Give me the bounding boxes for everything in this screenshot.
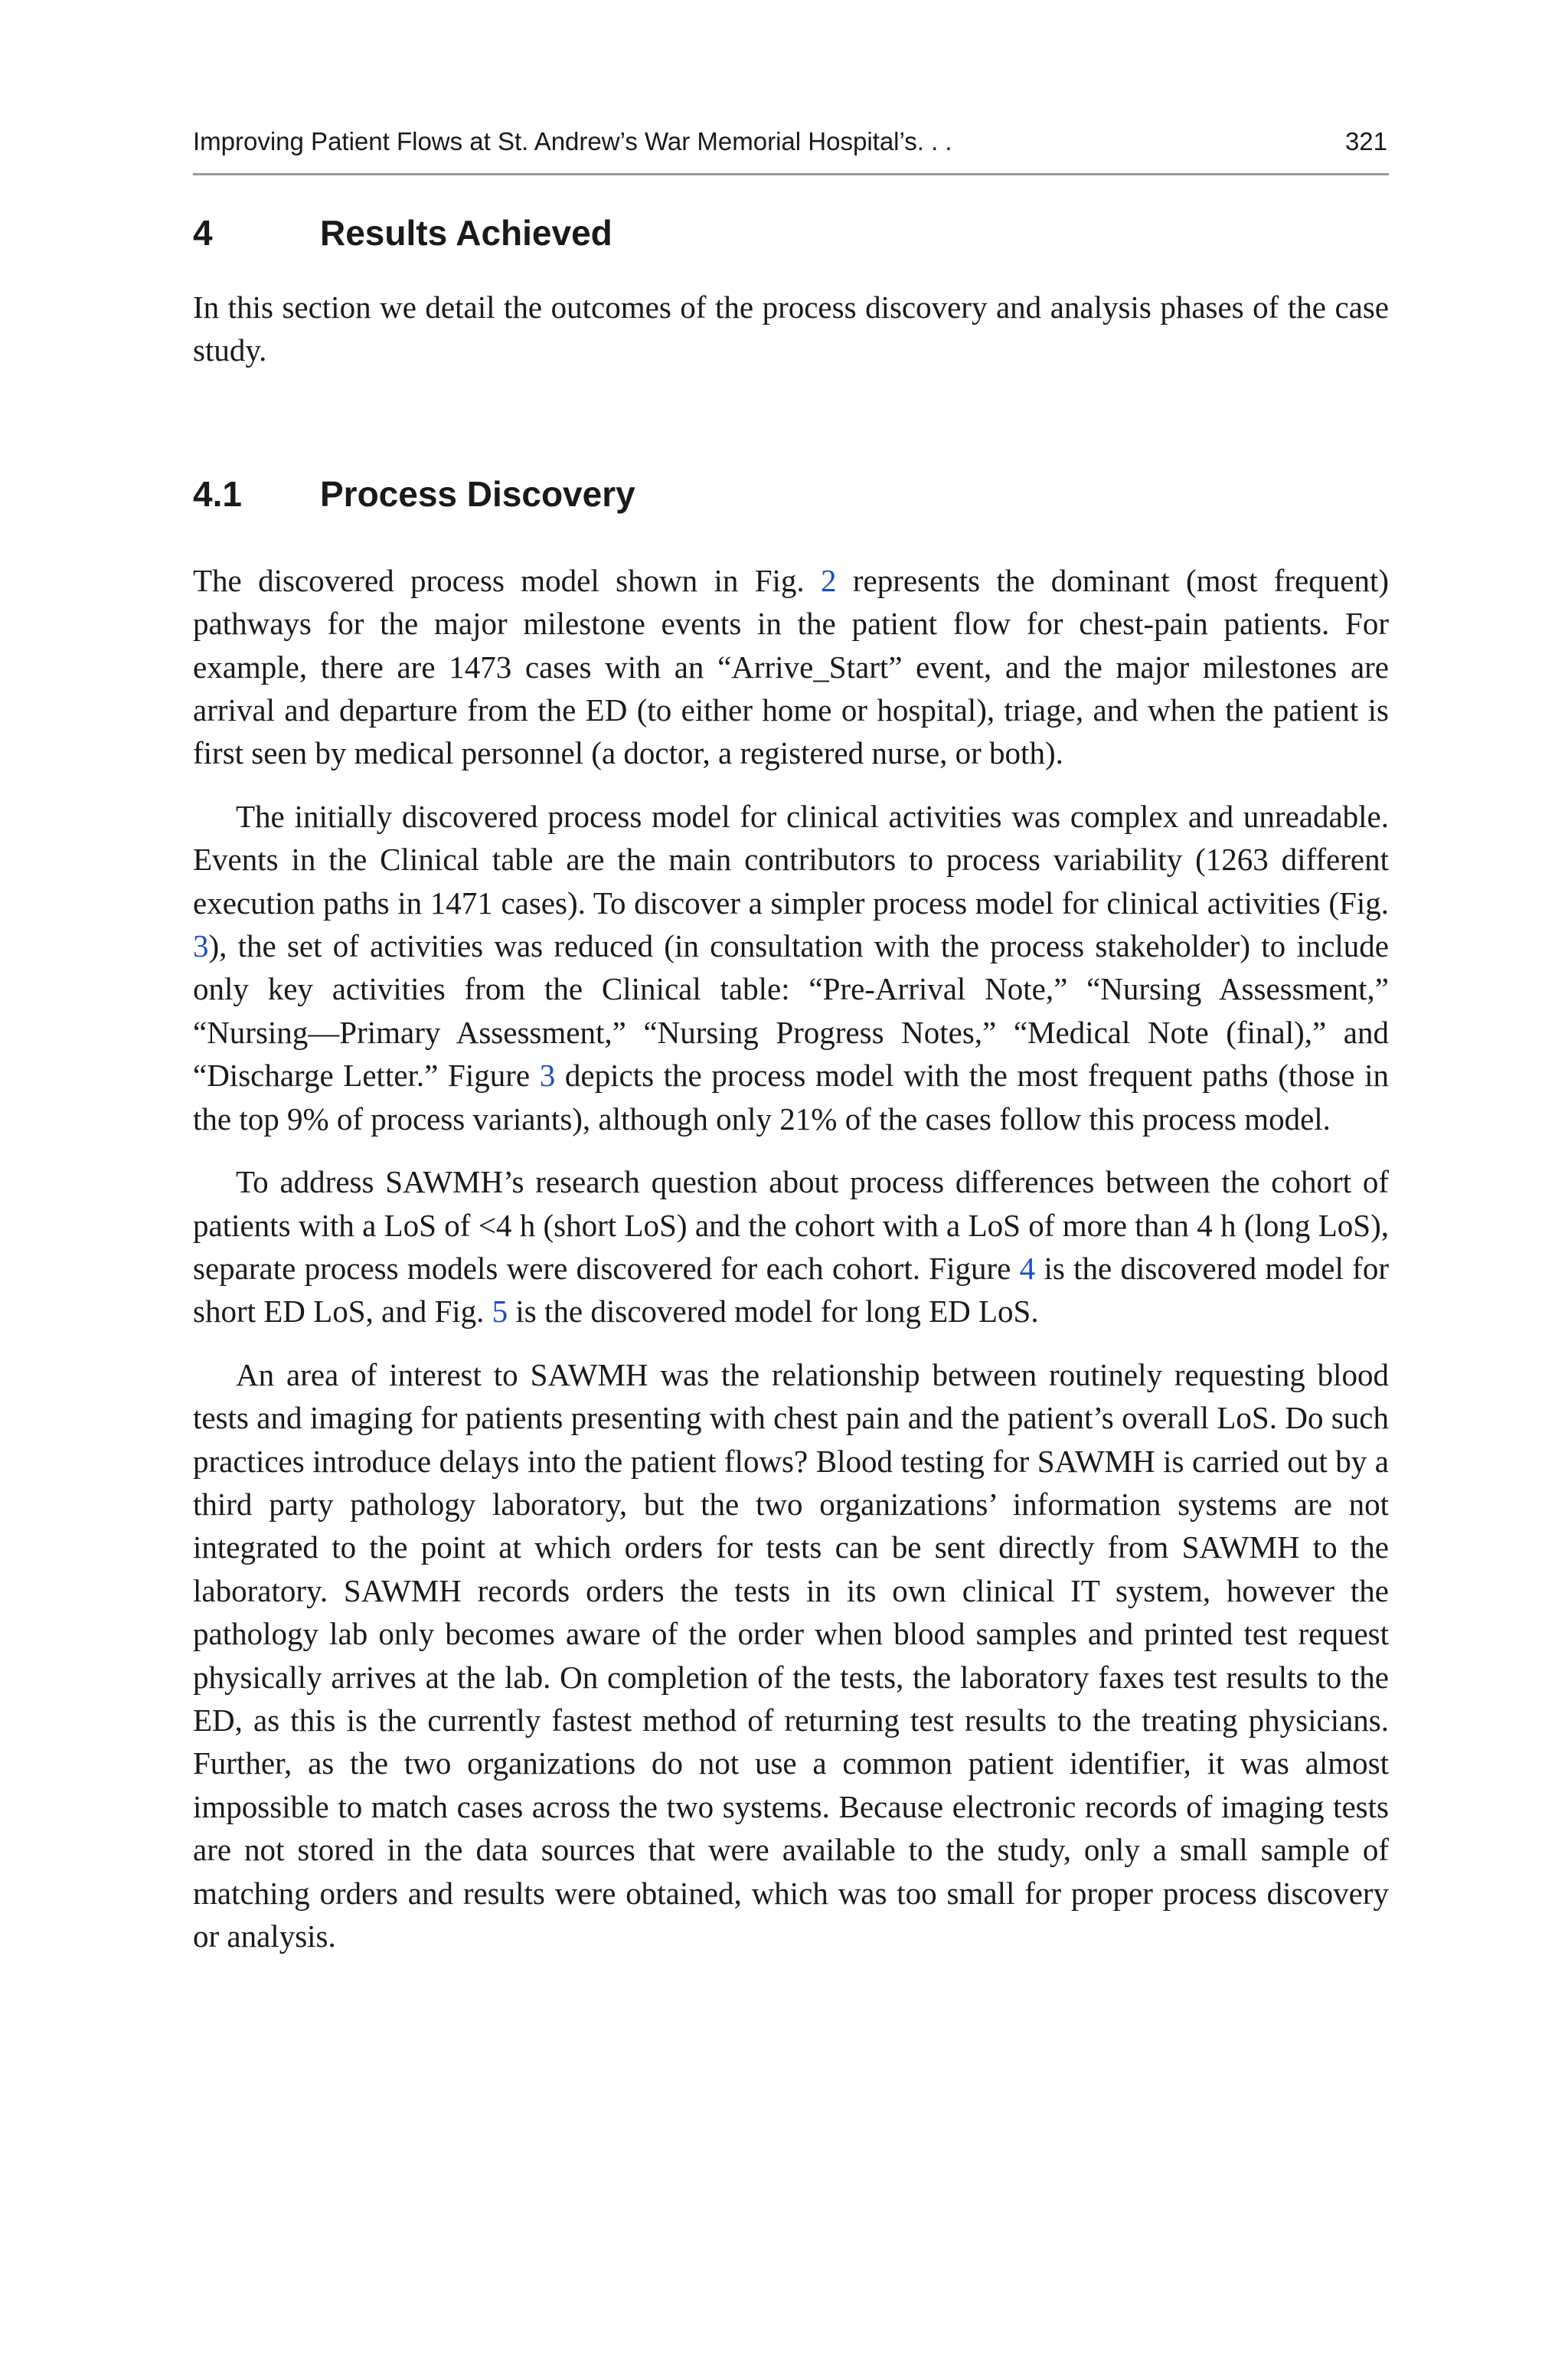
page (193, 115, 1389, 1958)
paragraph-3-part-c: is the discovered model for long ED LoS. (508, 1294, 1039, 1330)
figure-4-link[interactable]: 4 (1019, 1250, 1036, 1286)
paragraph-1-part-b: represents the dominant (most frequent) pathways for the major milestone events in the patient flow for chest-pain patients. For example, there are 1473 cases with an “Arrive_Start” event, and the major milestones are arrival and departure from the ED (to either home or hospital), triage, and when the patient is first seen by medical personnel (a doctor, a registered nurse, or both). (193, 562, 1389, 771)
paragraph-3-part-a: To address SAWMH’s research question about process differences between the cohort of patients with a LoS of <4 h (short LoS) and the cohort with a LoS of more than 4 h (long LoS), separate process models were discovered for each cohort. Figure (193, 1164, 1389, 1286)
paragraph-1 (193, 559, 1389, 775)
figure-3-link-second[interactable]: 3 (539, 1058, 556, 1094)
paragraph-1-part-a: The discovered process model shown in Fig. (193, 562, 822, 598)
section-intro: In this section we detail the outcomes of the process discovery and analysis phases of the case study. (193, 289, 1389, 368)
paragraph-2 (193, 795, 1389, 1140)
section-title: Results Achieved (320, 213, 612, 253)
paragraph-2-part-c: depicts the process model with the most frequent paths (those in the top 9% of process variants), although only 21% of the cases follow this process model. (193, 1058, 1390, 1137)
paragraph-4: An area of interest to SAWMH was the relationship between routinely requesting blood tests and imaging for patients presenting with chest pain and the patient’s overall LoS. Do such practices introduce delays into the patient flows? Blood testing for SAWMH is carried out by a third party pathology laboratory, but the two organizations’ information systems are not integrated to the point at which orders for tests can be sent directly from SAWMH to the laboratory. SAWMH records orders the tests in its own clinical IT system, however the pathology lab only becomes aware of the order when blood samples and printed test request physically arrives at the lab. On completion of the tests, the laboratory faxes test results to the ED, as this is the currently fastest method of returning test results to the treating physicians. Further, as the two organizations do not use a common patient identifier, it was almost impossible to match cases across the two systems. Because electronic records of imaging tests are not stored in the data sources that were available to the study, only a small sample of matching orders and results were obtained, which was too small for proper process discovery or analysis. (193, 1356, 1389, 1954)
paragraph-2-part-a: The initially discovered process model for clinical activities was complex and unreadable. Events in the Clinical table are the main contributors to process variability (1263 different execution paths in 1471 cases). To discover a simpler process model for clinical activities (Fig. (193, 798, 1389, 921)
page-number: 321 (1344, 127, 1387, 155)
running-head (193, 115, 1389, 175)
figure-5-link[interactable]: 5 (492, 1294, 508, 1330)
section-number: 4 (193, 213, 213, 253)
subsection-title: Process Discovery (320, 473, 635, 514)
figure-3-link[interactable]: 3 (193, 928, 209, 964)
subsection-heading (193, 470, 1389, 518)
paragraph-3-part-b: is the discovered model for short ED LoS, and Fig. (193, 1250, 1389, 1330)
paragraph-2-part-b: ), the set of activities was reduced (in consultation with the process stakeholder) to include only key activities from the Clinical table: “Pre-Arrival Note,” “Nursing Assessment,” “Nursing—Primary Assessment,” “Nursing Progress Notes,” “Medical Note (final),” and “Discharge Letter.” Figure (193, 928, 1389, 1094)
paragraph-3 (193, 1160, 1389, 1333)
running-title: Improving Patient Flows at St. Andrew’s War Memorial Hospital’s. . . (193, 127, 952, 155)
figure-2-link[interactable]: 2 (821, 562, 837, 598)
subsection-number: 4.1 (193, 473, 242, 514)
section-heading (193, 209, 1389, 257)
